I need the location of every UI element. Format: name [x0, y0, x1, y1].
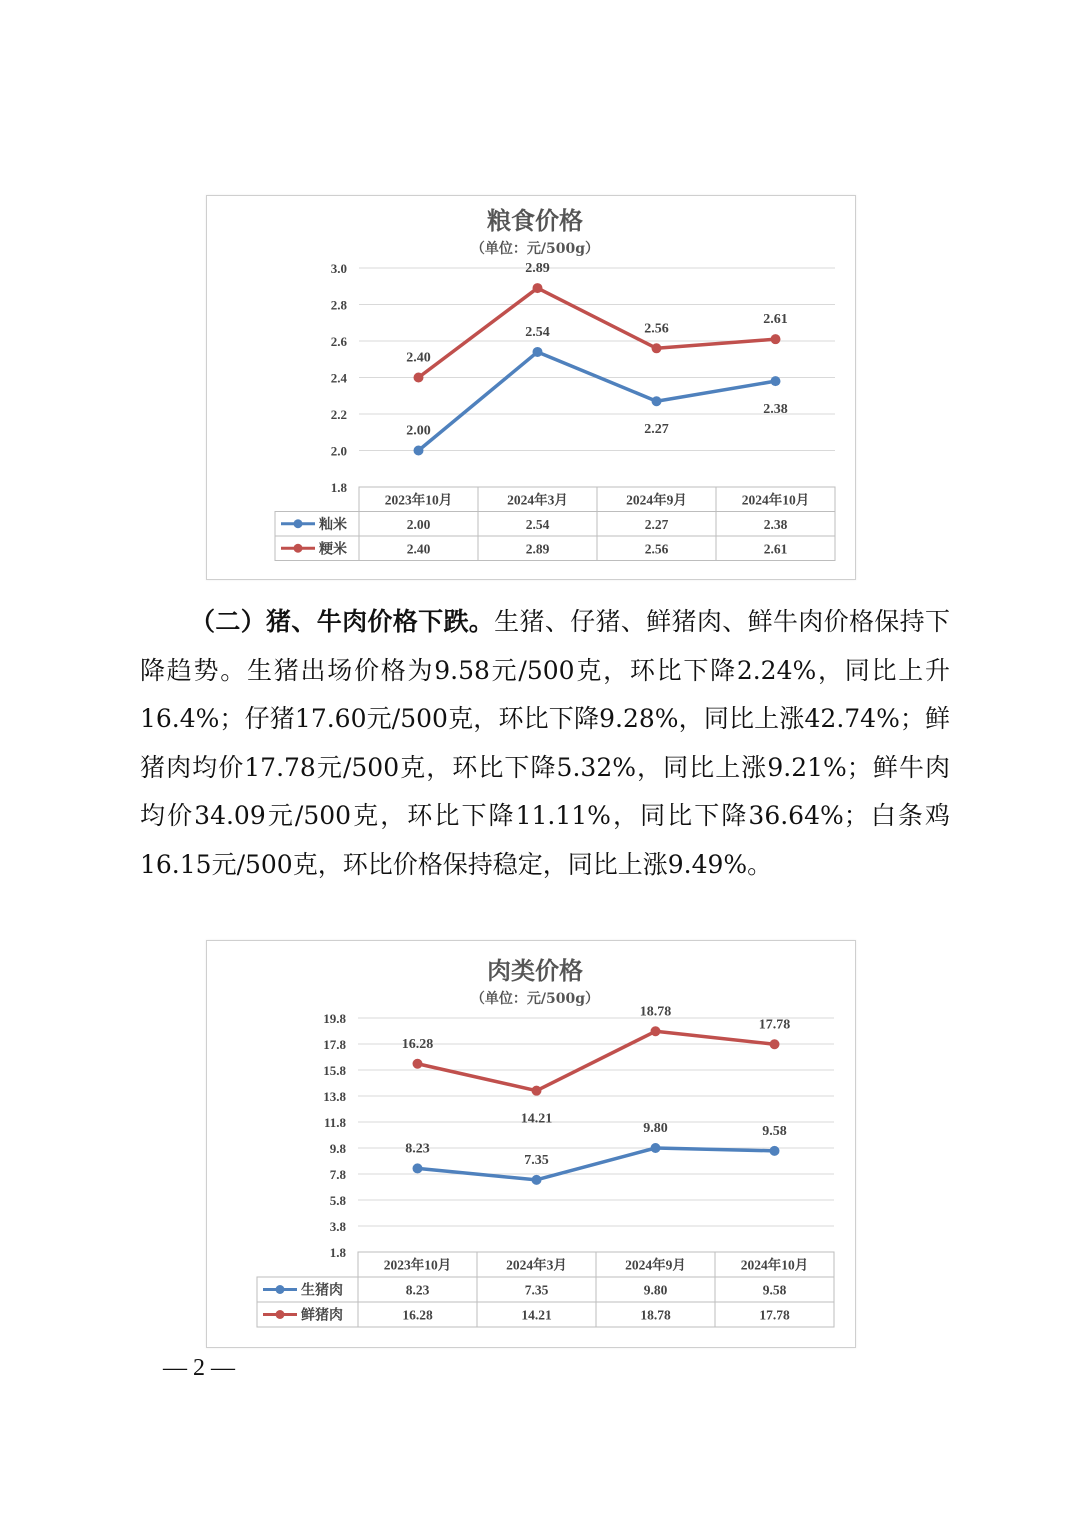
data-label: 16.28 [401, 1036, 434, 1052]
y-tick-label: 11.8 [323, 1115, 346, 1130]
legend-marker [276, 1285, 285, 1294]
legend-marker [294, 519, 303, 528]
y-tick-label: 2.4 [330, 370, 347, 386]
data-label: 2.40 [406, 350, 431, 366]
table-value: 14.21 [521, 1307, 552, 1323]
y-tick-label: 2.6 [330, 334, 347, 349]
table-value: 2.54 [525, 516, 550, 532]
data-label: 7.35 [524, 1152, 549, 1168]
series-line [419, 288, 776, 377]
table-value: 2.27 [644, 516, 669, 532]
data-label: 2.38 [763, 402, 788, 418]
y-tick-label: 2.2 [330, 407, 347, 422]
data-label: 14.21 [520, 1111, 553, 1127]
data-point [770, 1039, 780, 1049]
table-value: 18.78 [640, 1307, 671, 1323]
chart-title: 粮食价格 [487, 206, 583, 235]
table-value: 9.58 [762, 1282, 787, 1298]
legend-marker [276, 1310, 285, 1319]
data-label: 17.78 [758, 1017, 791, 1033]
y-tick-label: 15.8 [323, 1063, 346, 1078]
table-value: 2.40 [406, 541, 431, 557]
legend-label: 生猪肉 [301, 1283, 343, 1299]
table-value: 9.80 [643, 1282, 668, 1298]
y-tick-label: 3.0 [330, 261, 347, 276]
table-value: 17.78 [759, 1307, 790, 1323]
category-label: 2024年3月 [507, 492, 568, 508]
data-point [652, 396, 662, 406]
category-label: 2024年10月 [741, 492, 810, 508]
data-point [414, 446, 424, 456]
category-label: 2024年10月 [740, 1257, 809, 1273]
table-value: 2.61 [763, 541, 788, 557]
legend-label: 粳米 [319, 542, 347, 558]
y-tick-label: 2.8 [330, 297, 347, 313]
data-point [532, 1086, 542, 1096]
table-value: 8.23 [405, 1282, 430, 1298]
data-point [413, 1163, 423, 1173]
category-label: 2024年9月 [625, 1257, 686, 1273]
data-label: 18.78 [639, 1004, 672, 1020]
data-label: 2.54 [525, 324, 550, 340]
y-tick-label: 19.8 [323, 1011, 346, 1026]
chart-title: 肉类价格 [487, 956, 583, 985]
data-label: 2.56 [644, 321, 669, 337]
data-label: 2.00 [406, 423, 431, 439]
y-tick-label: 3.8 [329, 1219, 346, 1234]
y-tick-label: 7.8 [329, 1167, 346, 1182]
data-point [414, 373, 424, 383]
data-point [771, 376, 781, 386]
data-label: 2.27 [644, 422, 669, 438]
table-value: 7.35 [524, 1282, 549, 1298]
y-tick-label: 9.8 [329, 1141, 346, 1156]
series-line [418, 1031, 775, 1090]
paragraph-text: 生猪、仔猪、鲜猪肉、鲜牛肉价格保持下降趋势。生猪出场价格为9.58元/500克，环比下降2.24%，同比上升16.4%；仔猪17.60元/500克，环比下降9.28%，同比上涨42.74%；鲜猪肉均价17.78元/500克，环比下降5.32%，同比上涨9.21%；鲜牛肉均价34.09元/500克，环比下降11.11%，同比下降36.64%；白条鸡16.15元/500克，环比价格保持稳定，同比上涨9.49%。 [140, 607, 950, 879]
data-point [533, 347, 543, 357]
category-label: 2023年10月 [384, 492, 453, 508]
category-label: 2023年10月 [383, 1257, 452, 1273]
legend-label: 鲜猪肉 [301, 1308, 343, 1324]
page-number: — 2 — [163, 1355, 235, 1381]
chart-subtitle: （单位：元/500g） [470, 241, 600, 257]
y-tick-label: 2.0 [330, 443, 347, 459]
data-point [532, 1175, 542, 1185]
grain-price-chart [206, 195, 856, 580]
data-point [771, 334, 781, 344]
table-value: 2.00 [406, 516, 431, 532]
meat-price-chart [206, 940, 856, 1348]
table-value: 2.89 [525, 541, 550, 557]
data-label: 2.89 [525, 261, 550, 277]
chart-subtitle: （单位：元/500g） [470, 991, 600, 1007]
data-point [413, 1059, 423, 1069]
y-tick-label: 5.8 [329, 1193, 346, 1208]
y-tick-label: 1.8 [329, 1245, 346, 1260]
data-point [533, 283, 543, 293]
series-line [418, 1148, 775, 1180]
y-tick-label: 13.8 [323, 1089, 346, 1104]
meat-price-chart-svg [207, 941, 855, 1347]
legend-marker [294, 544, 303, 553]
legend-label: 籼米 [319, 517, 347, 533]
series-line [419, 352, 776, 451]
body-paragraph [140, 598, 950, 889]
category-label: 2024年3月 [506, 1257, 567, 1273]
data-label: 8.23 [405, 1141, 430, 1157]
y-tick-label: 17.8 [323, 1037, 346, 1052]
data-point [651, 1143, 661, 1153]
data-point [770, 1146, 780, 1156]
data-point [651, 1026, 661, 1036]
data-label: 9.58 [762, 1123, 787, 1139]
data-point [652, 343, 662, 353]
grain-price-chart-svg [207, 196, 855, 579]
data-label: 9.80 [643, 1121, 668, 1136]
data-label: 2.61 [763, 312, 788, 328]
table-value: 16.28 [402, 1307, 433, 1323]
section-heading: （二）猪、牛肉价格下跌。 [190, 607, 495, 636]
y-tick-label: 1.8 [330, 480, 347, 495]
category-label: 2024年9月 [626, 492, 687, 508]
table-value: 2.38 [763, 516, 788, 532]
table-value: 2.56 [644, 541, 669, 557]
